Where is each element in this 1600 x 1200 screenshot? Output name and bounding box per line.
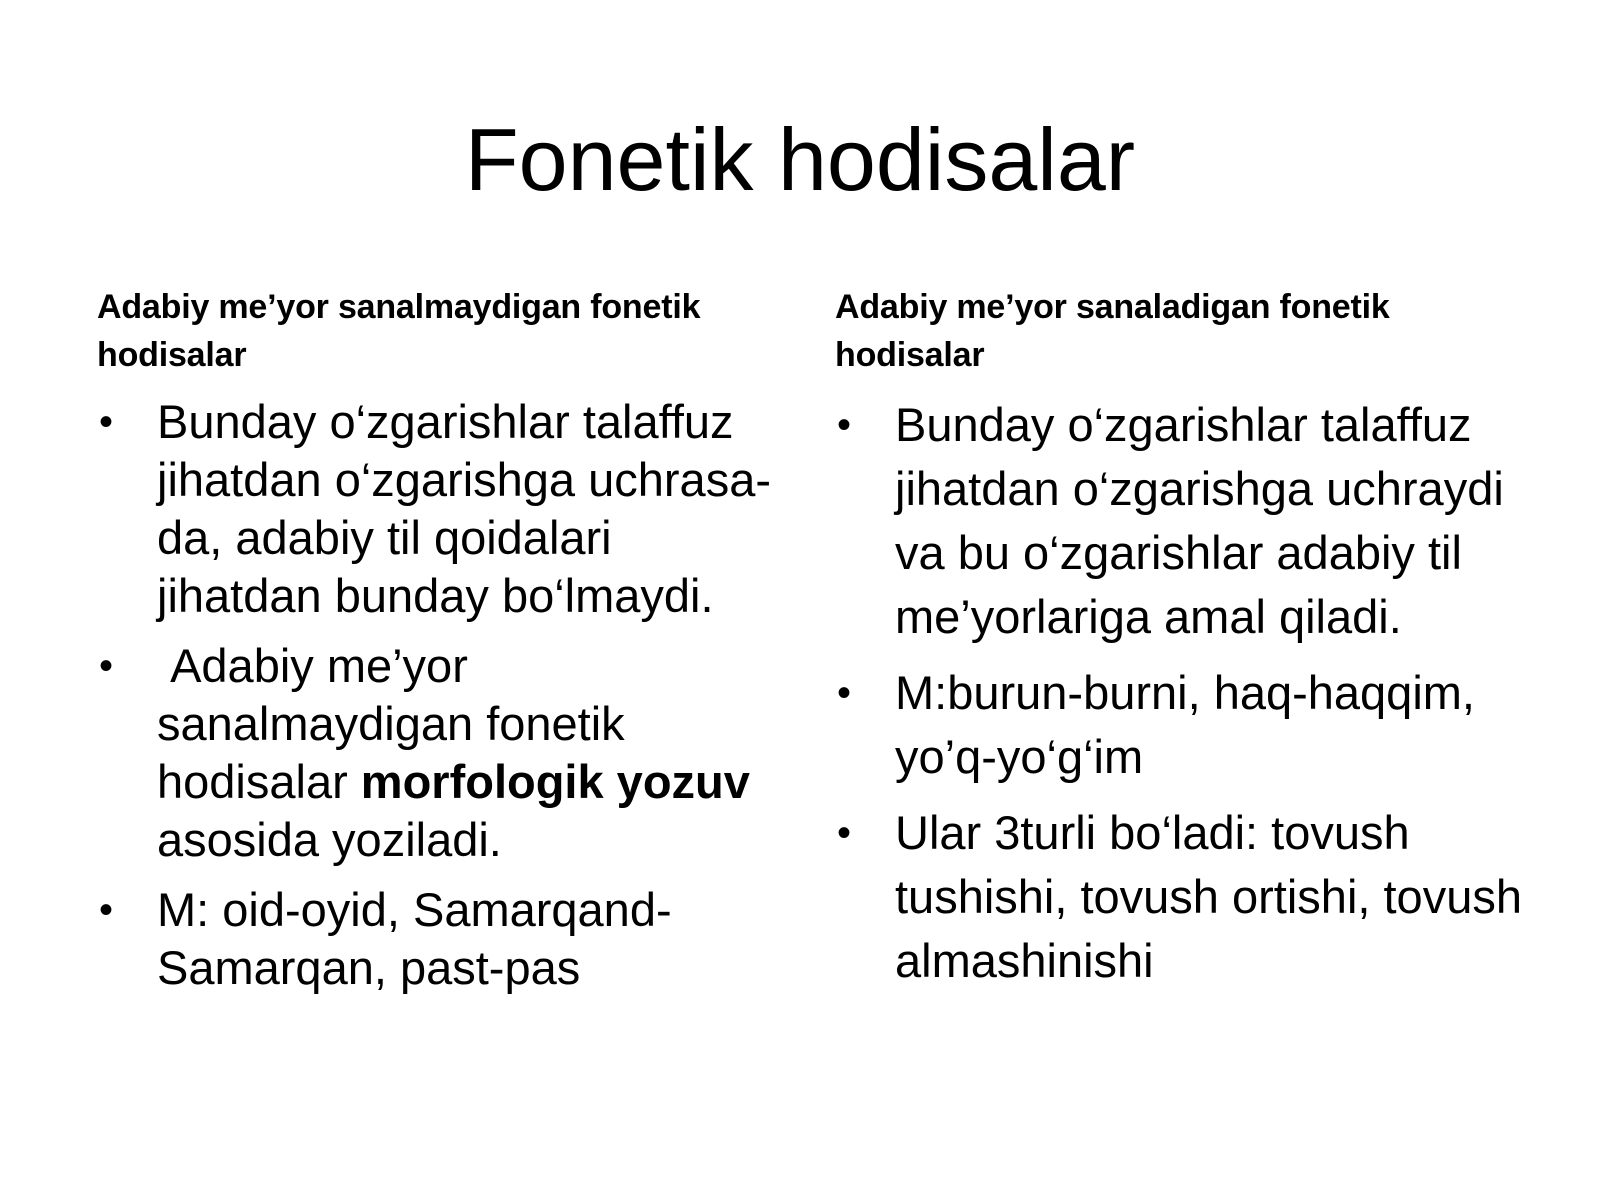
- left-bullet-list: [97, 393, 787, 997]
- right-bullet-list: [835, 393, 1535, 993]
- bullet-icon: •: [99, 888, 114, 932]
- bullet-icon: •: [837, 671, 852, 715]
- list-item: [835, 801, 1535, 993]
- bullet-text-before: Adabiy me’yor sanalmaydigan fonetik hodisalar: [157, 639, 638, 808]
- slide-title: Fonetik hodisalar: [464, 110, 1136, 209]
- bullet-text: Bunday o‘zgarishlar talaffuz jihatdan o‘zgarishga uchrasa-da, adabiy til qoidalari jihatdan bunday bo‘lmaydi.: [157, 395, 771, 622]
- list-item: [835, 393, 1535, 649]
- left-column-heading: Adabiy me’yor sanalmaydigan fonetik hodisalar: [97, 288, 701, 374]
- left-column: [97, 283, 787, 1009]
- list-item: [97, 637, 787, 869]
- bullet-text: M: oid-oyid, Samarqand-Samarqan, past-pas: [157, 883, 672, 994]
- right-column: [835, 283, 1535, 1005]
- bullet-icon: •: [837, 811, 852, 855]
- bullet-icon: •: [837, 403, 852, 447]
- bullet-text-after: asosida yoziladi.: [157, 813, 502, 866]
- list-item: [97, 393, 787, 625]
- bullet-text: Ular 3turli bo‘ladi: tovush tushishi, tovush ortishi, tovush almashinishi: [895, 806, 1522, 987]
- bullet-icon: •: [99, 400, 114, 444]
- bullet-text-bold: morfologik yozuv: [360, 755, 750, 808]
- bullet-text: M:burun-burni, haq-haqqim, yo’q-yo‘g‘im: [895, 666, 1475, 783]
- list-item: [835, 661, 1535, 789]
- bullet-text: Bunday o‘zgarishlar talaffuz jihatdan o‘zgarishga uchraydi va bu o‘zgarishlar adabiy til me’yorlariga amal qiladi.: [895, 398, 1504, 643]
- list-item: [97, 881, 787, 997]
- bullet-icon: •: [99, 644, 114, 688]
- right-column-heading: Adabiy me’yor sanaladigan fonetik hodisalar: [835, 288, 1390, 374]
